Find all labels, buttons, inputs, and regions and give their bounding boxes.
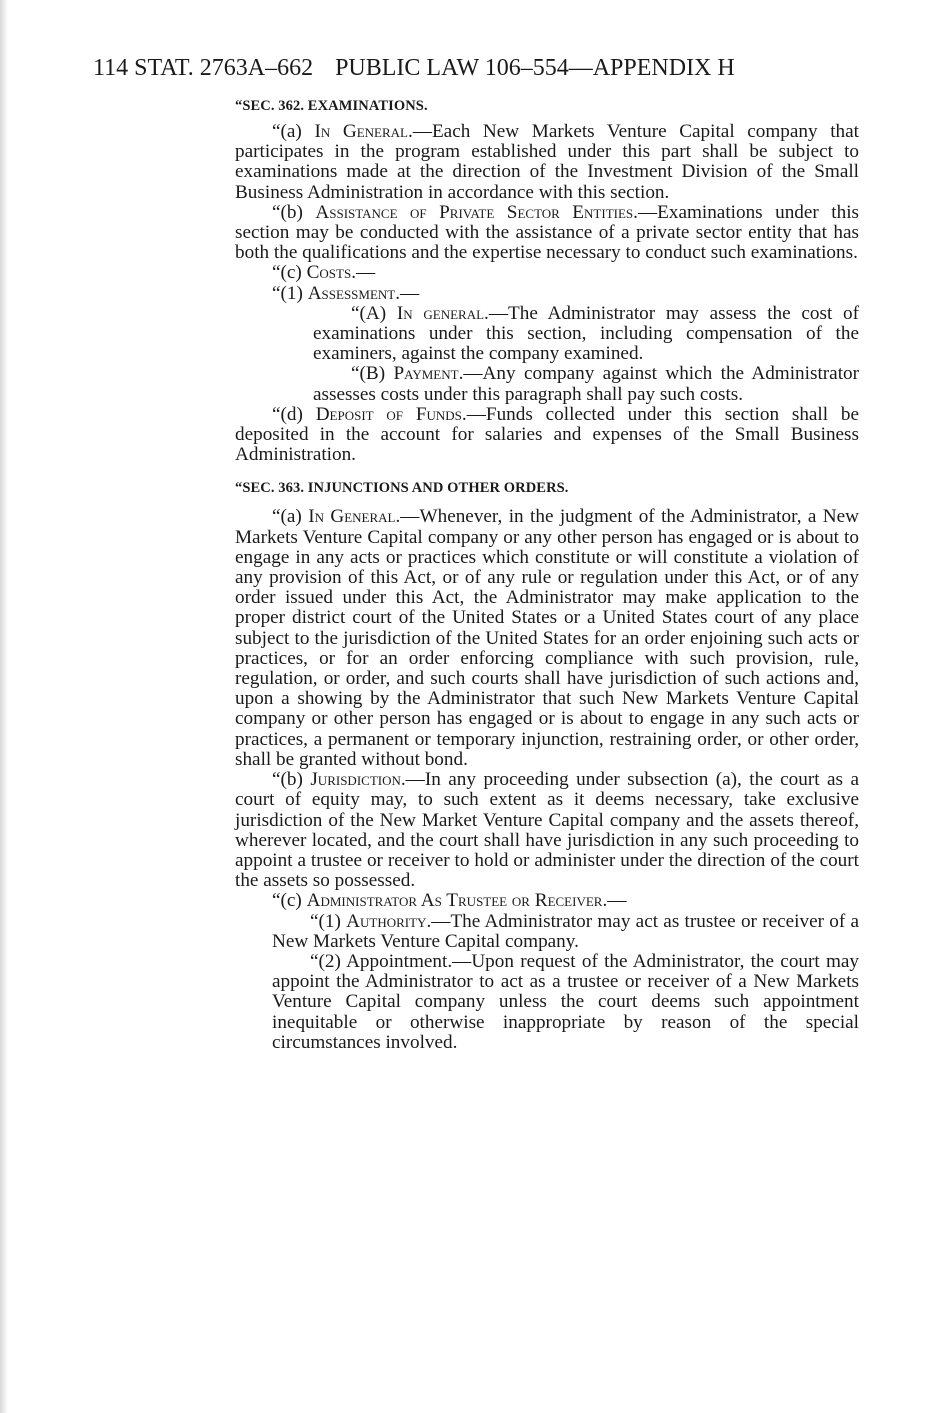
sec362-A-heading: In general [396,302,485,324]
sec362-subparagraph-A: “(A) In general.—The Administrator may assess the cost of examinations under this section, including compensation of the examiners, against the company examined. [313,302,859,365]
sec363-a-heading: In General [308,506,396,528]
sec362-subsection-b: “(b) Assistance of Private Sector Entities.—Examinations under this section may be conducted with the assistance of a private sector entity that has both the qualifications and the expertise necessary to conduct such examinations. [235,201,859,264]
sec362-d-heading: Deposit of Funds [315,403,462,425]
sec362-subsection-c: “(c) Costs.— [272,262,376,284]
section-362-heading: “SEC. 362. EXAMINATIONS. [235,98,428,114]
sec362-subsection-a: “(a) In General.—Each New Markets Venture Capital company that participates in the program established under this part shall be subject to examinations made at the direction of the Investment Division of the Small Business Administration in accordance with this section. [235,121,859,203]
statute-citation: 114 STAT. 2763A–662 [93,55,314,81]
sec363-c-heading: Administrator As Trustee or Receiver [306,890,603,912]
sec363-c1-heading: Authority [346,910,427,932]
sec362-B-heading: Payment [393,363,459,385]
sec362-subsection-d: “(d) Deposit of Funds.—Funds collected under this section shall be deposited in the account for salaries and expenses of the Small Business Administration. [235,403,860,466]
page-edge-shadow [0,0,8,1413]
sec362-c1-heading: Assessment [307,282,396,304]
sec363-subsection-b: “(b) Jurisdiction.—In any proceeding under subsection (a), the court as a court of equity may, to such extent as it deems necessary, take exclusive jurisdiction of the New Market Venture Capital company and the assets thereof, wherever located, and the court shall have jurisdiction in any such proceeding to appoint a trustee or receiver to hold or administer under the direction of the court the assets so possessed. [235,769,859,892]
sec362-subparagraph-B: “(B) Payment.—Any company against which the Administrator assesses costs under this paragraph shall pay such costs. [313,363,860,405]
sec363-paragraph-c2: “(2) Appointment.—Upon request of the Administrator, the court may appoint the Administrator to act as a trustee or receiver of a New Markets Venture Capital company unless the court deems such appointment inequitable or otherwise inappropriate by reason of the special circumstances involved. [272,950,859,1053]
sec363-subsection-c: “(c) Administrator As Trustee or Receiver.— [272,890,627,912]
sec362-b-heading: Assistance of Private Sector Entities [315,201,634,223]
sec362-a-heading: In General [314,121,408,142]
document-body [235,96,859,1053]
public-law-title: PUBLIC LAW 106–554—APPENDIX H [335,55,735,81]
sec362-paragraph-c1: “(1) Assessment.— [272,282,420,304]
sec362-c-heading: Costs [306,262,352,284]
running-header [93,54,863,82]
section-363-heading: “SEC. 363. INJUNCTIONS AND OTHER ORDERS. [235,480,569,497]
sec363-b-heading: Jurisdiction [310,769,401,791]
sec363-subsection-a: “(a) In General.—Whenever, in the judgment of the Administrator, a New Markets Venture Capital company or any other person has engaged or is about to engage in any acts or practices which constitute or will constitute a violation of any provision of this Act, or of any rule or regulation under this Act, or of any order issued under this Act, the Administrator may make application to the proper district court of the United States or a United States court of any place subject to the jurisdiction of the United States for an order enjoining such acts or practices, or for an order enforcing compliance with such provision, rule, regulation, or order, and such courts shall have jurisdiction of such actions and, upon a showing by the Administrator that such New Markets Venture Capital company or other person has engaged or is about to engage in any such acts or practices, a permanent or temporary injunction, restraining order, or other order, shall be granted without bond. [235,506,860,770]
sec363-paragraph-c1: “(1) Authority.—The Administrator may act as trustee or receiver of a New Markets Venture Capital company. [272,910,859,952]
